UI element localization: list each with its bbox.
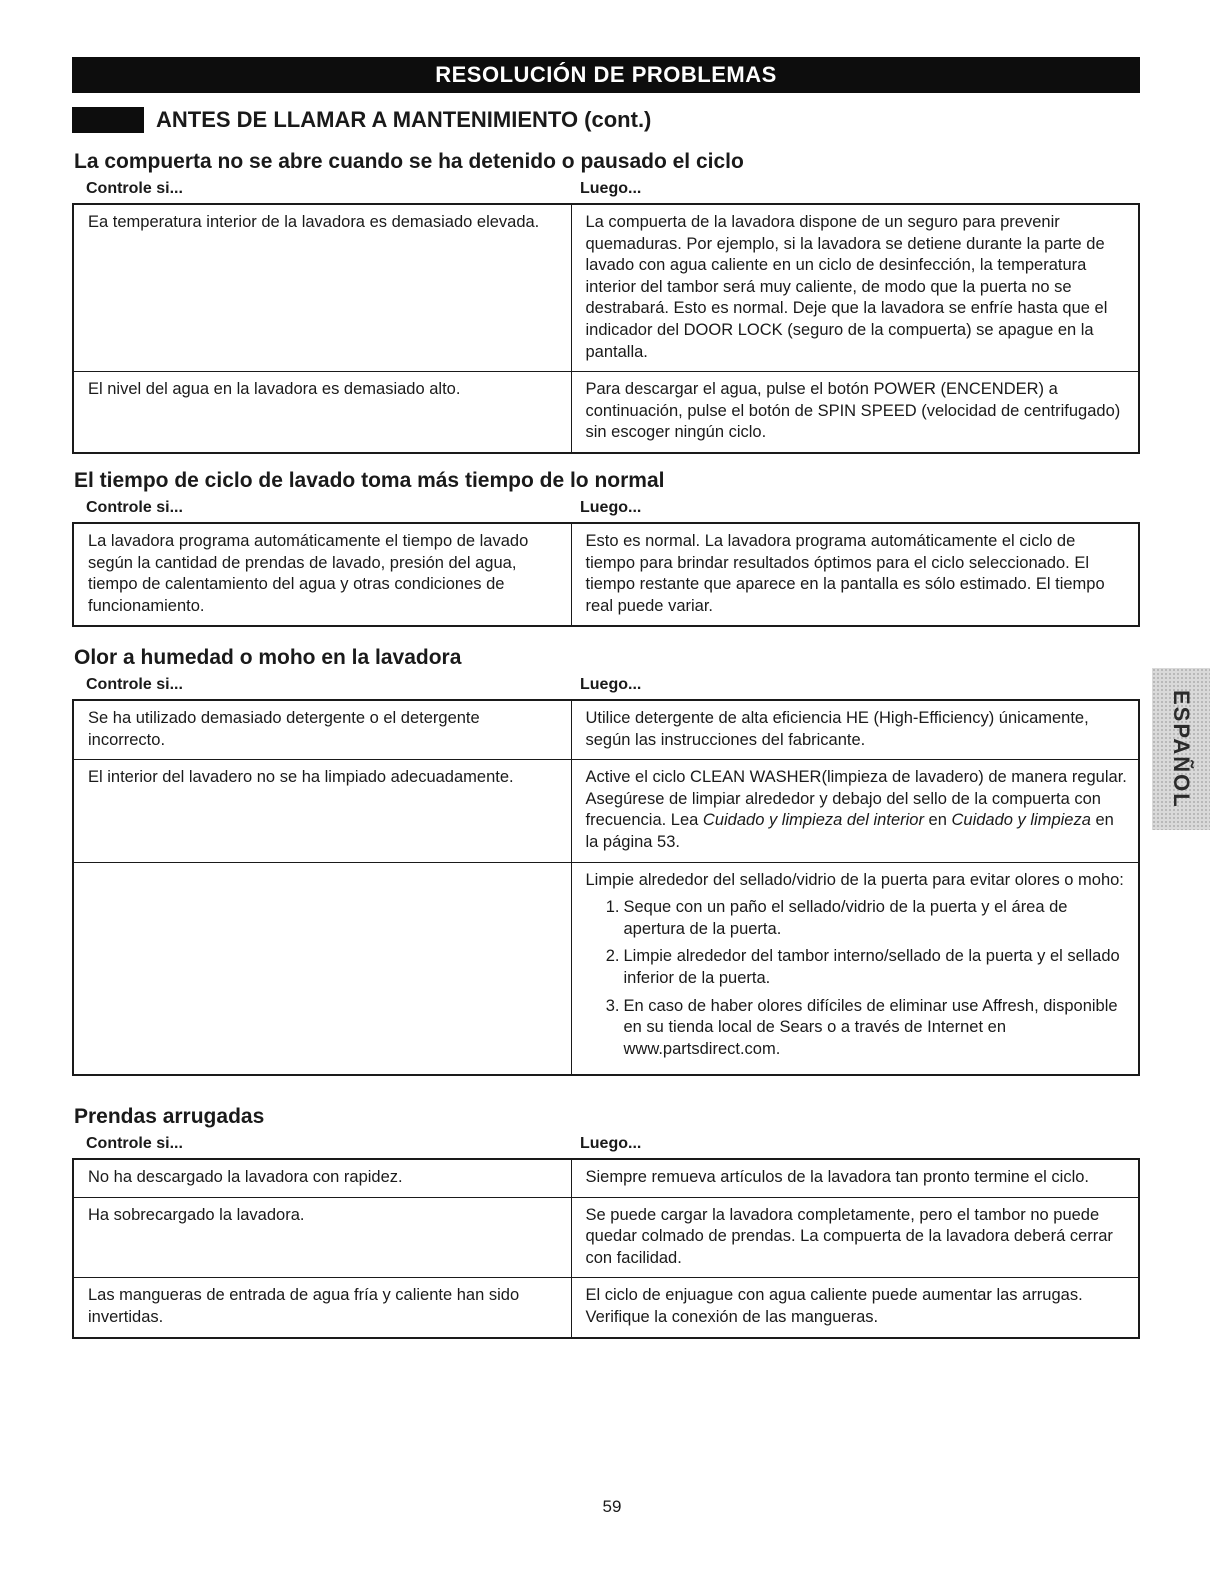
list-item [586,996,1129,1061]
then-text: en [923,811,952,830]
language-side-tab [1152,668,1210,830]
cell-then: La compuerta de la lavadora dispone de un seguro para prevenir quemaduras. Por ejemplo, si la lavadora se detiene durante la parte de lavado con agua caliente en un ciclo de desinfección, la temperatura interior del tambor será muy caliente, de modo que la puerta no se destrabará. Esto es normal. Deje que la lavadora se enfríe hasta que el indicador del DOOR LOCK (seguro de la compuerta) se apague en la pantalla. [571,204,1139,372]
table-row [73,372,1139,453]
step-text: En caso de haber olores difíciles de eliminar use Affresh, disponible en su tienda local de Sears o a través de Internet en www.partsdirect.com. [623,996,1118,1058]
cell-then: Para descargar el agua, pulse el botón POWER (ENCENDER) a continuación, pulse el botón de SPIN SPEED (velocidad de centrifugado) sin escoger ningún ciclo. [571,372,1139,453]
section-header [72,105,651,135]
step-number: 3. [605,996,620,1015]
cell-then-rich [571,760,1139,862]
then-intro: Limpie alrededor del sellado/vidrio de la puerta para evitar olores o moho: [585,870,1124,889]
block-heading: Prendas arrugadas [74,1105,265,1128]
page-banner-title: RESOLUCIÓN DE PROBLEMAS [72,57,1140,93]
cell-check: La lavadora programa automáticamente el tiempo de lavado según la cantidad de prendas de lavado, presión del agua, tiempo de calentamiento del agua y otras condiciones de funcionamiento. [73,523,571,626]
column-header-then: Luego... [580,1135,642,1152]
step-number: 1. [605,898,620,917]
cell-then-list [571,862,1139,1075]
column-headers [72,674,1140,696]
block-heading: Olor a humedad o moho en la lavadora [74,646,462,669]
cell-check: El interior del lavadero no se ha limpiado adecuadamente. [73,760,571,862]
troubleshoot-table [72,699,1140,1076]
step-text: Seque con un paño el sellado/vidrio de la puerta y el área de apertura de la puerta. [623,898,1068,938]
cell-check: Las mangueras de entrada de agua fría y caliente han sido invertidas. [73,1278,571,1338]
troubleshoot-block-cycle-time [72,467,1140,627]
cell-check: El nivel del agua en la lavadora es demasiado alto. [73,372,571,453]
cell-check: Ea temperatura interior de la lavadora es demasiado elevada. [73,204,571,372]
list-item [586,946,1129,989]
then-ref-italic: Cuidado y limpieza [951,811,1091,830]
cell-check [73,862,571,1075]
step-text: Limpie alrededor del tambor interno/sellado de la puerta y el sellado inferior de la puerta. [623,947,1120,987]
column-header-then: Luego... [580,180,642,197]
troubleshoot-block-door [72,148,1140,454]
cell-then: Se puede cargar la lavadora completamente, pero el tambor no puede quedar colmado de prendas. La compuerta de la lavadora deberá cerrar con facilidad. [571,1197,1139,1278]
table-row [73,523,1139,626]
page-number: 59 [602,1497,622,1516]
column-header-check: Controle si... [86,676,183,693]
troubleshoot-block-odor [72,644,1140,1076]
table-row [73,1197,1139,1278]
block-heading: El tiempo de ciclo de lavado toma más tiempo de lo normal [74,469,665,492]
column-header-then: Luego... [580,676,642,693]
section-title: ANTES DE LLAMAR A MANTENIMIENTO (cont.) [156,107,652,132]
column-headers [72,497,1140,519]
step-number: 2. [605,947,620,966]
column-header-then: Luego... [580,499,642,516]
cell-then: Esto es normal. La lavadora programa automáticamente el ciclo de tiempo para brindar resultados óptimos para el ciclo seleccionado. El tiempo restante que aparece en la pantalla es sólo estimado. El tiempo real puede variar. [571,523,1139,626]
then-ref-italic: Cuidado y limpieza del interior [702,811,924,830]
list-item [586,897,1129,940]
troubleshoot-table [72,1158,1140,1339]
cell-then: El ciclo de enjuague con agua caliente puede aumentar las arrugas. Verifique la conexión de las mangueras. [571,1278,1139,1338]
column-headers [72,178,1140,200]
then-text: en la página 53. [585,811,1114,851]
troubleshoot-block-wrinkles [72,1103,1140,1339]
cell-then: Utilice detergente de alta eficiencia HE (High-Efficiency) únicamente, según las instrucciones del fabricante. [571,700,1139,760]
then-text: Active el ciclo CLEAN WASHER(limpieza de lavadero) de manera regular. Asegúrese de limpiar alrededor y debajo del sello de la compuerta con frecuencia. Lea [585,768,1127,830]
steps-list [586,897,1129,1060]
cell-then: Siempre remueva artículos de la lavadora tan pronto termine el ciclo. [571,1159,1139,1197]
table-row [73,204,1139,372]
table-row [73,700,1139,760]
table-row [73,1159,1139,1197]
cell-check: Se ha utilizado demasiado detergente o el detergente incorrecto. [73,700,571,760]
block-heading: La compuerta no se abre cuando se ha detenido o pausado el ciclo [74,150,744,173]
column-header-check: Controle si... [86,1135,183,1152]
cell-check: No ha descargado la lavadora con rapidez. [73,1159,571,1197]
table-row [73,862,1139,1075]
column-headers [72,1133,1140,1155]
language-tab-label: ESPAÑOL [1169,689,1194,809]
column-header-check: Controle si... [86,180,183,197]
troubleshoot-table [72,203,1140,454]
table-row [73,760,1139,862]
table-row [73,1278,1139,1338]
troubleshoot-table [72,522,1140,627]
column-header-check: Controle si... [86,499,183,516]
section-marker-bar [72,107,144,133]
cell-check: Ha sobrecargado la lavadora. [73,1197,571,1278]
